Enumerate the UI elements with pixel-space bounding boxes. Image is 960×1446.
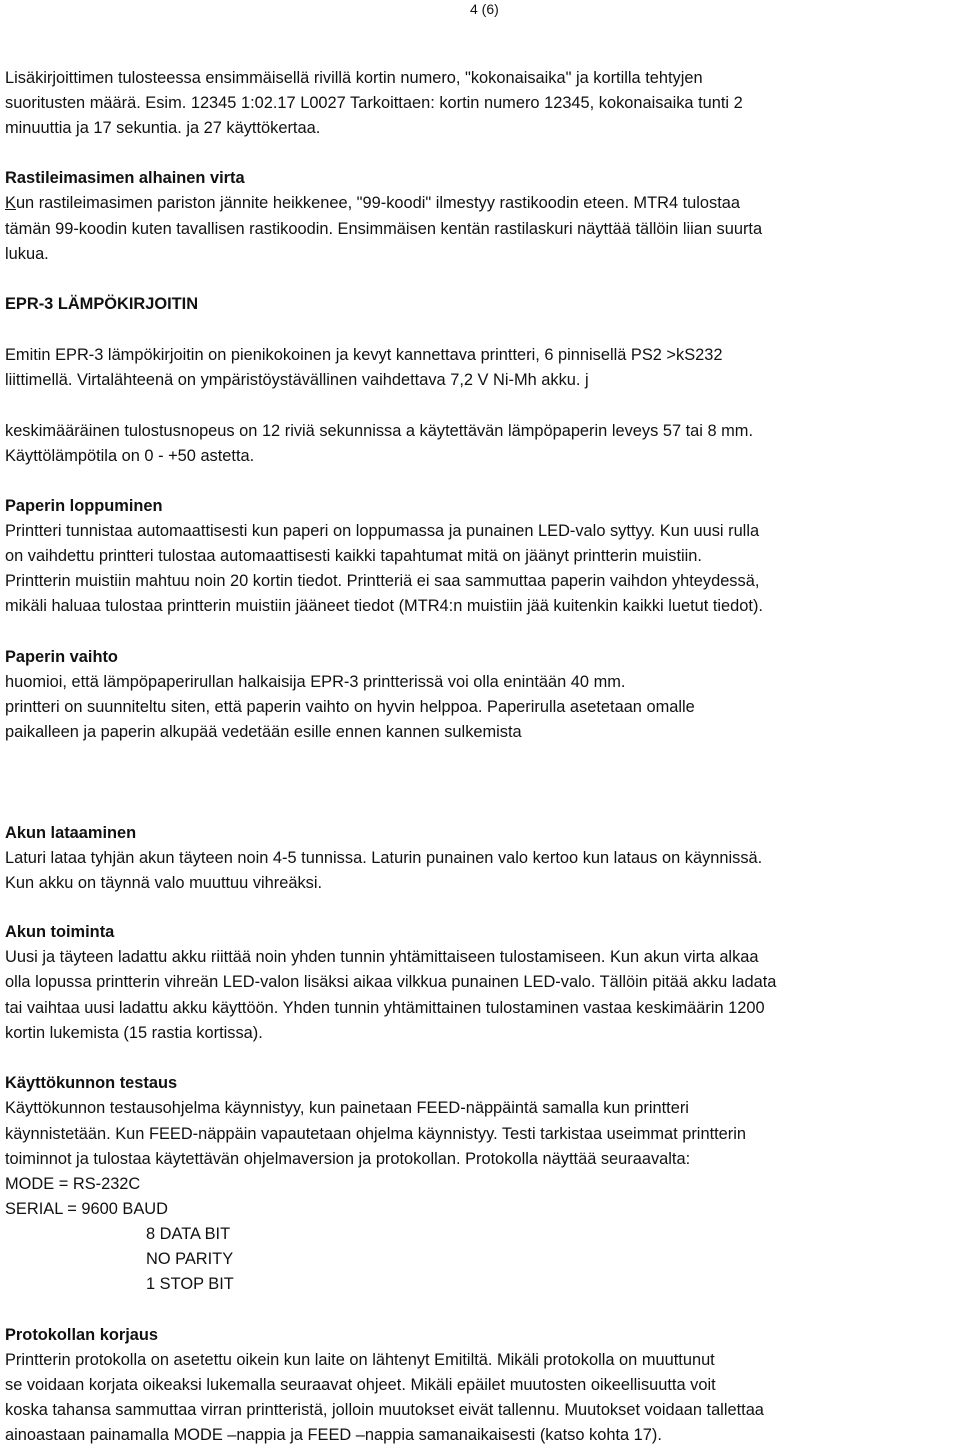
- protocol-stop-bit: 1 STOP BIT: [146, 1275, 234, 1293]
- paragraph-line: [5, 193, 740, 213]
- paragraph-line: liittimellä. Virtalähteenä on ympäristöystävällinen vaihdettava 7,2 V Ni-Mh akku. j: [5, 371, 589, 389]
- paragraph-line: tämän 99-koodin kuten tavallisen rastikoodin. Ensimmäisen kentän rastilaskuri näyttää tällöin liian suurta: [5, 220, 763, 238]
- paragraph-line: on vaihdettu printteri tulostaa automaattisesti kaikki tapahtumat mitä on jäänyt printterin muistiin.: [5, 547, 702, 565]
- paragraph-line: käynnistetään. Kun FEED-näppäin vapautetaan ohjelma käynnistyy. Testi tarkistaa useimmat printterin: [5, 1125, 747, 1143]
- section-heading-charging: Akun lataaminen: [5, 824, 137, 842]
- protocol-serial: SERIAL = 9600 BAUD: [5, 1200, 168, 1218]
- first-line-rest: un rastileimasimen pariston jännite heikkenee, "99-koodi" ilmestyy rastikoodin eteen. MTR4 tulostaa: [15, 194, 741, 212]
- protocol-parity: NO PARITY: [146, 1250, 234, 1268]
- intro-line: minuuttia ja 17 sekuntia. ja 27 käyttökertaa.: [5, 119, 321, 137]
- paragraph-line: ainoastaan painamalla MODE –nappia ja FEED –nappia samanaikaisesti (katso kohta 17).: [5, 1426, 662, 1444]
- section-heading-epr3: EPR-3 LÄMPÖKIRJOITIN: [5, 295, 199, 313]
- section-heading-test: Käyttökunnon testaus: [5, 1074, 178, 1092]
- paragraph-line: lukua.: [5, 245, 49, 263]
- paragraph-line: olla lopussa printterin vihreän LED-valon lisäksi aikaa vilkkua punainen LED-valo. Tällöin pitää akku ladata: [5, 973, 777, 991]
- paragraph-line: tai vaihtaa uusi ladattu akku käyttöön. Yhden tunnin yhtämittainen tulostaminen vastaa keskimäärin 1200: [5, 999, 765, 1017]
- paragraph-line: huomioi, että lämpöpaperirullan halkaisija EPR-3 printterissä voi olla enintään 40 mm.: [5, 673, 626, 691]
- paragraph-line: toiminnot ja tulostaa käytettävän ohjelmaversion ja protokollan. Protokolla näyttää seuraavalta:: [5, 1150, 691, 1168]
- paragraph-line: Käyttölämpötila on 0 - +50 astetta.: [5, 447, 255, 465]
- paragraph-line: Uusi ja täyteen ladattu akku riittää noin yhden tunnin yhtämittaiseen tulostamiseen. Kun akun virta alkaa: [5, 948, 759, 966]
- section-heading-low-power: Rastileimasimen alhainen virta: [5, 169, 245, 187]
- paragraph-line: Laturi lataa tyhjän akun täyteen noin 4-5 tunnissa. Laturin punainen valo kertoo kun lataus on käynnissä.: [5, 849, 763, 867]
- first-letter: K: [5, 194, 16, 212]
- paragraph-line: Kun akku on täynnä valo muuttuu vihreäksi.: [5, 874, 323, 892]
- section-heading-paper-out: Paperin loppuminen: [5, 497, 163, 515]
- paragraph-line: mikäli haluaa tulostaa printterin muistiin jääneet tiedot (MTR4:n muistiin jää kuitenkin kaikki luetut tiedot).: [5, 597, 763, 615]
- paragraph-line: Emitin EPR-3 lämpökirjoitin on pienikokoinen ja kevyt kannettava printteri, 6 pinnisellä PS2 >kS232: [5, 346, 723, 364]
- paragraph-line: Käyttökunnon testausohjelma käynnistyy, kun painetaan FEED-näppäintä samalla kun printteri: [5, 1099, 689, 1117]
- paragraph-line: Printterin protokolla on asetettu oikein kun laite on lähtenyt Emitiltä. Mikäli protokolla on muuttunut: [5, 1351, 715, 1369]
- intro-line: suoritusten määrä. Esim. 12345 1:02.17 L0027 Tarkoittaen: kortin numero 12345, kokonaisaika tunti 2: [5, 94, 743, 112]
- paragraph-line: se voidaan korjata oikeaksi lukemalla seuraavat ohjeet. Mikäli epäilet muutosten oikeellisuutta voit: [5, 1376, 716, 1394]
- paragraph-line: paikalleen ja paperin alkupää vedetään esille ennen kannen sulkemista: [5, 723, 522, 741]
- protocol-mode: MODE = RS-232C: [5, 1175, 141, 1193]
- paragraph-line: koska tahansa sammuttaa virran printteristä, jolloin muutokset eivät tallennu. Muutokset voidaan tallettaa: [5, 1401, 764, 1419]
- paragraph-line: kortin lukemista (15 rastia kortissa).: [5, 1024, 263, 1042]
- paragraph-line: Printterin muistiin mahtuu noin 20 kortin tiedot. Printteriä ei saa sammuttaa paperin vaihdon yhteydessä,: [5, 572, 760, 590]
- intro-line: Lisäkirjoittimen tulosteessa ensimmäisellä rivillä kortin numero, "kokonaisaika" ja kortilla tehtyjen: [5, 69, 703, 87]
- section-heading-battery: Akun toiminta: [5, 923, 115, 941]
- paragraph-line: Printteri tunnistaa automaattisesti kun paperi on loppumassa ja punainen LED-valo syttyy. Kun uusi rulla: [5, 522, 760, 540]
- section-heading-paper-change: Paperin vaihto: [5, 648, 118, 666]
- paragraph-line: printteri on suunniteltu siten, että paperin vaihto on hyvin helppoa. Paperirulla asetetaan omalle: [5, 698, 695, 716]
- paragraph-line: keskimääräinen tulostusnopeus on 12 riviä sekunnissa a käytettävän lämpöpaperin leveys 57 tai 8 mm.: [5, 422, 754, 440]
- page-number: 4 (6): [470, 1, 499, 17]
- section-heading-protocol: Protokollan korjaus: [5, 1326, 159, 1344]
- protocol-data-bits: 8 DATA BIT: [146, 1225, 231, 1243]
